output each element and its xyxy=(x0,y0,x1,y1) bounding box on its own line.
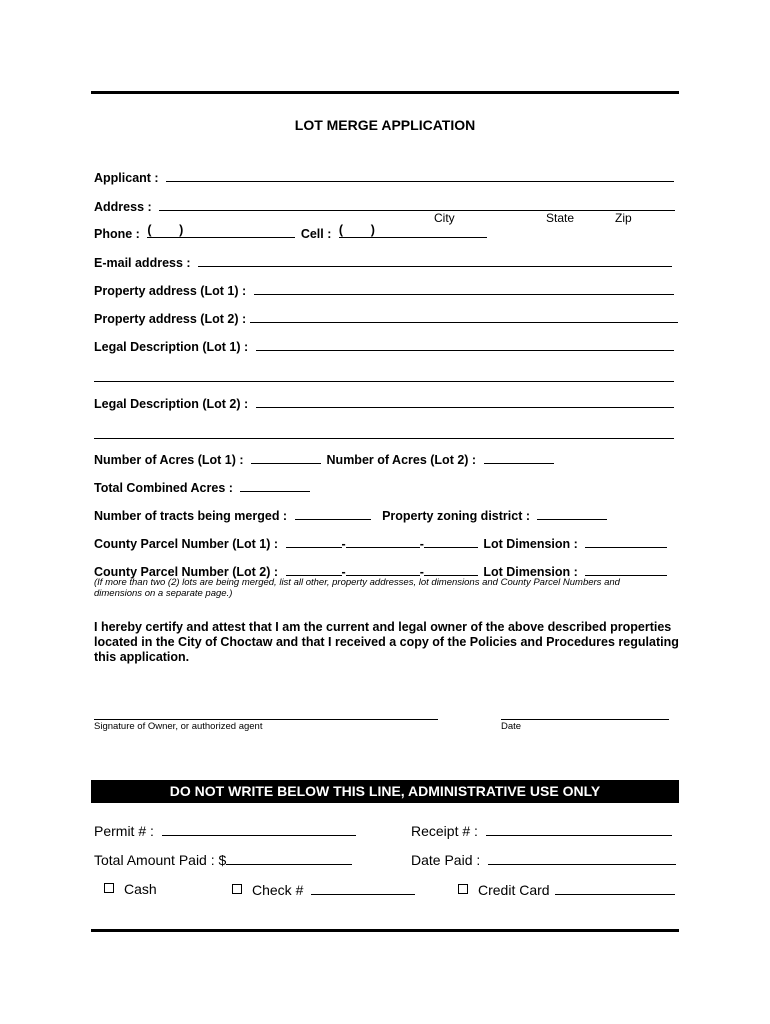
acres-lot2-input[interactable] xyxy=(484,452,554,464)
zoning-input[interactable] xyxy=(537,508,607,520)
permit-input[interactable] xyxy=(162,822,356,836)
tracts-input[interactable] xyxy=(295,508,371,520)
property-lot1-input[interactable] xyxy=(254,283,674,295)
credit-card-checkbox[interactable] xyxy=(458,884,468,894)
check-number-input[interactable] xyxy=(311,881,415,895)
cash-checkbox[interactable] xyxy=(104,883,114,893)
date-line[interactable] xyxy=(501,719,669,720)
lot1-dimension-label: Lot Dimension : xyxy=(483,537,578,551)
state-label: State xyxy=(546,211,575,225)
legal-lot1-label: Legal Description (Lot 1) : xyxy=(94,340,249,354)
lot1-dimension-input[interactable] xyxy=(585,536,667,548)
legal-lot2-continuation-line[interactable] xyxy=(94,438,674,439)
cell-label: Cell : xyxy=(300,227,332,241)
address-input[interactable] xyxy=(159,199,675,211)
legal-lot2-label: Legal Description (Lot 2) : xyxy=(94,397,249,411)
acres-row xyxy=(94,452,554,467)
signature-label: Signature of Owner, or authorized agent xyxy=(94,721,263,732)
cell-input[interactable] xyxy=(375,226,487,238)
receipt-label: Receipt # : xyxy=(411,823,478,839)
phone-input[interactable] xyxy=(183,226,295,238)
parcel-lot1-input-b[interactable] xyxy=(346,536,420,548)
parcel-lot2-label: County Parcel Number (Lot 2) : xyxy=(94,565,279,579)
applicant-input[interactable] xyxy=(166,170,674,182)
zip-label: Zip xyxy=(615,211,632,225)
date-label: Date xyxy=(501,721,522,732)
cash-option[interactable] xyxy=(104,881,157,897)
date-paid-input[interactable] xyxy=(488,851,676,865)
total-paid-row xyxy=(94,851,352,868)
credit-card-label: Credit Card xyxy=(478,882,550,898)
date-paid-label: Date Paid : xyxy=(411,852,481,868)
property-lot2-row xyxy=(94,311,678,326)
lot2-dimension-label: Lot Dimension : xyxy=(483,565,578,579)
parcel-lot1-dash-2: - xyxy=(419,537,424,551)
cell-area-code-input[interactable]: ( ) xyxy=(338,223,375,237)
phone-label: Phone : xyxy=(94,227,140,241)
date-paid-row xyxy=(411,851,676,868)
receipt-row xyxy=(411,822,672,839)
credit-card-input[interactable] xyxy=(555,881,675,895)
property-lot2-input[interactable] xyxy=(250,311,678,323)
additional-lots-note: (If more than two (2) lots are being merged, list all other, property addresses, lot dimensions and County Parcel Numbers and dimensions on a separate page.) xyxy=(94,577,620,599)
parcel-lot1-input-c[interactable] xyxy=(424,536,478,548)
tracts-row xyxy=(94,508,607,523)
receipt-input[interactable] xyxy=(486,822,672,836)
parcel-lot2-input-a[interactable] xyxy=(286,564,342,576)
check-checkbox[interactable] xyxy=(232,884,242,894)
property-lot2-label: Property address (Lot 2) : xyxy=(94,312,247,326)
total-paid-input[interactable] xyxy=(226,851,352,865)
parcel-lot1-label: County Parcel Number (Lot 1) : xyxy=(94,537,279,551)
property-lot1-row xyxy=(94,283,674,298)
phone-area-code-input[interactable]: ( ) xyxy=(147,223,184,237)
applicant-row xyxy=(94,170,674,185)
check-option[interactable] xyxy=(232,881,415,898)
parcel-lot2-dash-2: - xyxy=(419,565,424,579)
total-paid-label: Total Amount Paid : $ xyxy=(94,852,227,868)
parcel-lot2-input-c[interactable] xyxy=(424,564,478,576)
tracts-label: Number of tracts being merged : xyxy=(94,509,288,523)
parcel-lot1-input-a[interactable] xyxy=(286,536,342,548)
acres-lot1-label: Number of Acres (Lot 1) : xyxy=(94,453,244,467)
permit-label: Permit # : xyxy=(94,823,154,839)
form-title: LOT MERGE APPLICATION xyxy=(294,117,476,133)
legal-lot1-input[interactable] xyxy=(256,339,674,351)
bottom-rule xyxy=(91,929,679,932)
acres-lot2-label: Number of Acres (Lot 2) : xyxy=(326,453,477,467)
total-acres-label: Total Combined Acres : xyxy=(94,481,233,495)
email-label: E-mail address : xyxy=(94,256,191,270)
top-rule xyxy=(91,91,679,94)
check-label: Check # xyxy=(252,882,304,898)
applicant-label: Applicant : xyxy=(94,171,159,185)
certification-statement: I hereby certify and attest that I am the current and legal owner of the above described properties located in the City of Choctaw and that I received a copy of the Policies and Procedures regulating this application. xyxy=(94,620,679,664)
signature-line[interactable] xyxy=(94,719,438,720)
legal-lot1-row xyxy=(94,339,674,354)
admin-banner: DO NOT WRITE BELOW THIS LINE, ADMINISTRATIVE USE ONLY xyxy=(91,780,679,803)
email-row xyxy=(94,255,672,270)
cash-label: Cash xyxy=(124,881,157,897)
credit-card-option[interactable] xyxy=(458,881,675,898)
legal-lot2-input[interactable] xyxy=(256,396,674,408)
parcel-lot2-dash-1: - xyxy=(341,565,346,579)
parcel-lot1-dash-1: - xyxy=(341,537,346,551)
acres-lot1-input[interactable] xyxy=(251,452,321,464)
total-acres-row xyxy=(94,480,310,495)
legal-lot2-row xyxy=(94,396,674,411)
parcel-lot1-row xyxy=(94,536,667,551)
parcel-lot2-input-b[interactable] xyxy=(346,564,420,576)
legal-lot1-continuation-line[interactable] xyxy=(94,381,674,382)
total-acres-input[interactable] xyxy=(240,480,310,492)
lot2-dimension-input[interactable] xyxy=(585,564,667,576)
permit-row xyxy=(94,822,356,839)
address-row xyxy=(94,199,675,214)
phone-row xyxy=(94,223,487,241)
address-label: Address : xyxy=(94,200,152,214)
city-label: City xyxy=(434,211,455,225)
zoning-label: Property zoning district : xyxy=(382,509,530,523)
property-lot1-label: Property address (Lot 1) : xyxy=(94,284,247,298)
email-input[interactable] xyxy=(198,255,672,267)
